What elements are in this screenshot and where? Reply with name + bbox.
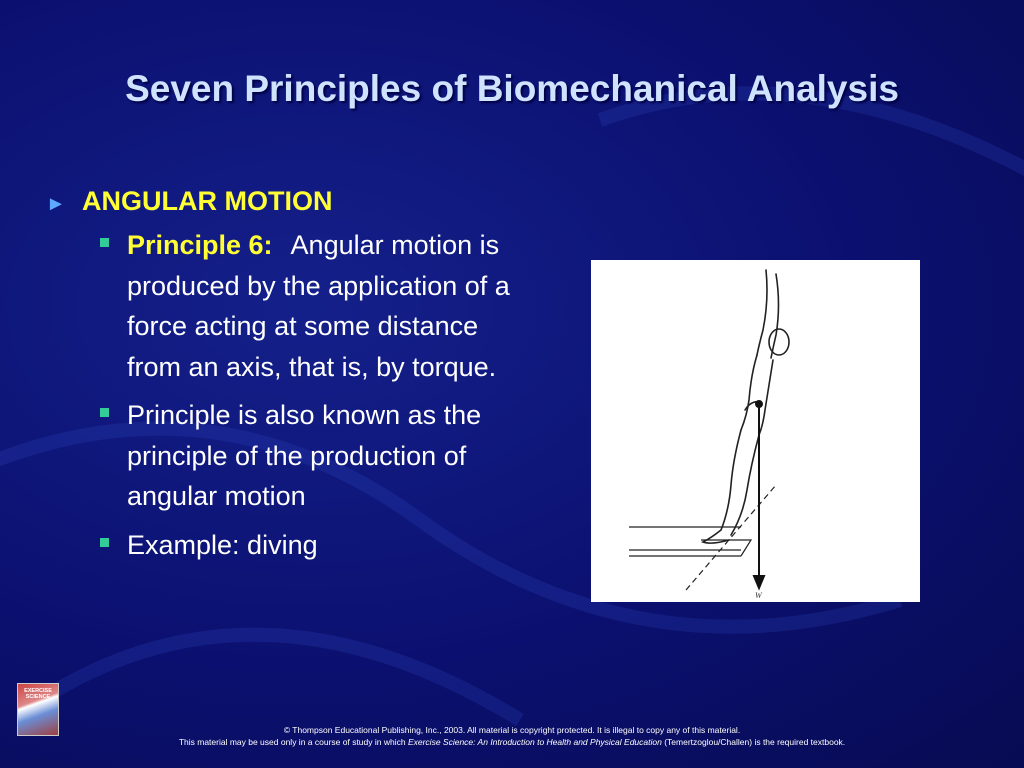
- square-bullet-icon: [100, 408, 109, 417]
- footer-line-2: [0, 736, 1024, 748]
- principle-label: Principle 6:: [127, 230, 273, 260]
- diver-illustration: [591, 260, 920, 602]
- arrow-bullet-icon: ►: [46, 193, 66, 215]
- footer-line-2-end: (Temertzoglou/Challen) is the required textbook.: [661, 737, 846, 747]
- diver-drawing: [591, 260, 920, 602]
- square-bullet-icon: [100, 538, 109, 547]
- section-heading: ANGULAR MOTION: [82, 186, 333, 216]
- bullet-text: Example: diving: [127, 529, 318, 560]
- bullet-item: [100, 225, 520, 387]
- principle-text: Angular motion is produced by the application of a force acting at some distance from an axis, that is, by torque.: [127, 230, 510, 382]
- footer-book-title: Exercise Science: An Introduction to Health and Physical Education: [407, 737, 662, 747]
- heading-item: [46, 186, 546, 217]
- bullet-item: [100, 525, 520, 566]
- bullet-text: [127, 225, 520, 387]
- bullet-list: [46, 186, 546, 565]
- bullet-text: Principle is also known as the principle of the production of angular motion: [127, 400, 482, 511]
- copyright-footer: [0, 724, 1024, 748]
- footer-line-1: © Thompson Educational Publishing, Inc., 2003. All material is copyright protected. It is illegal to copy any of this material.: [283, 725, 741, 735]
- slide-title: Seven Principles of Biomechanical Analysis: [125, 68, 899, 109]
- bullet-item: [100, 395, 520, 517]
- footer-line-2-start: This material may be used only in a course of study in which: [178, 737, 408, 747]
- square-bullet-icon: [100, 238, 109, 247]
- weight-label: W: [755, 591, 762, 600]
- book-cover-title: EXERCISE SCIENCE: [24, 688, 52, 700]
